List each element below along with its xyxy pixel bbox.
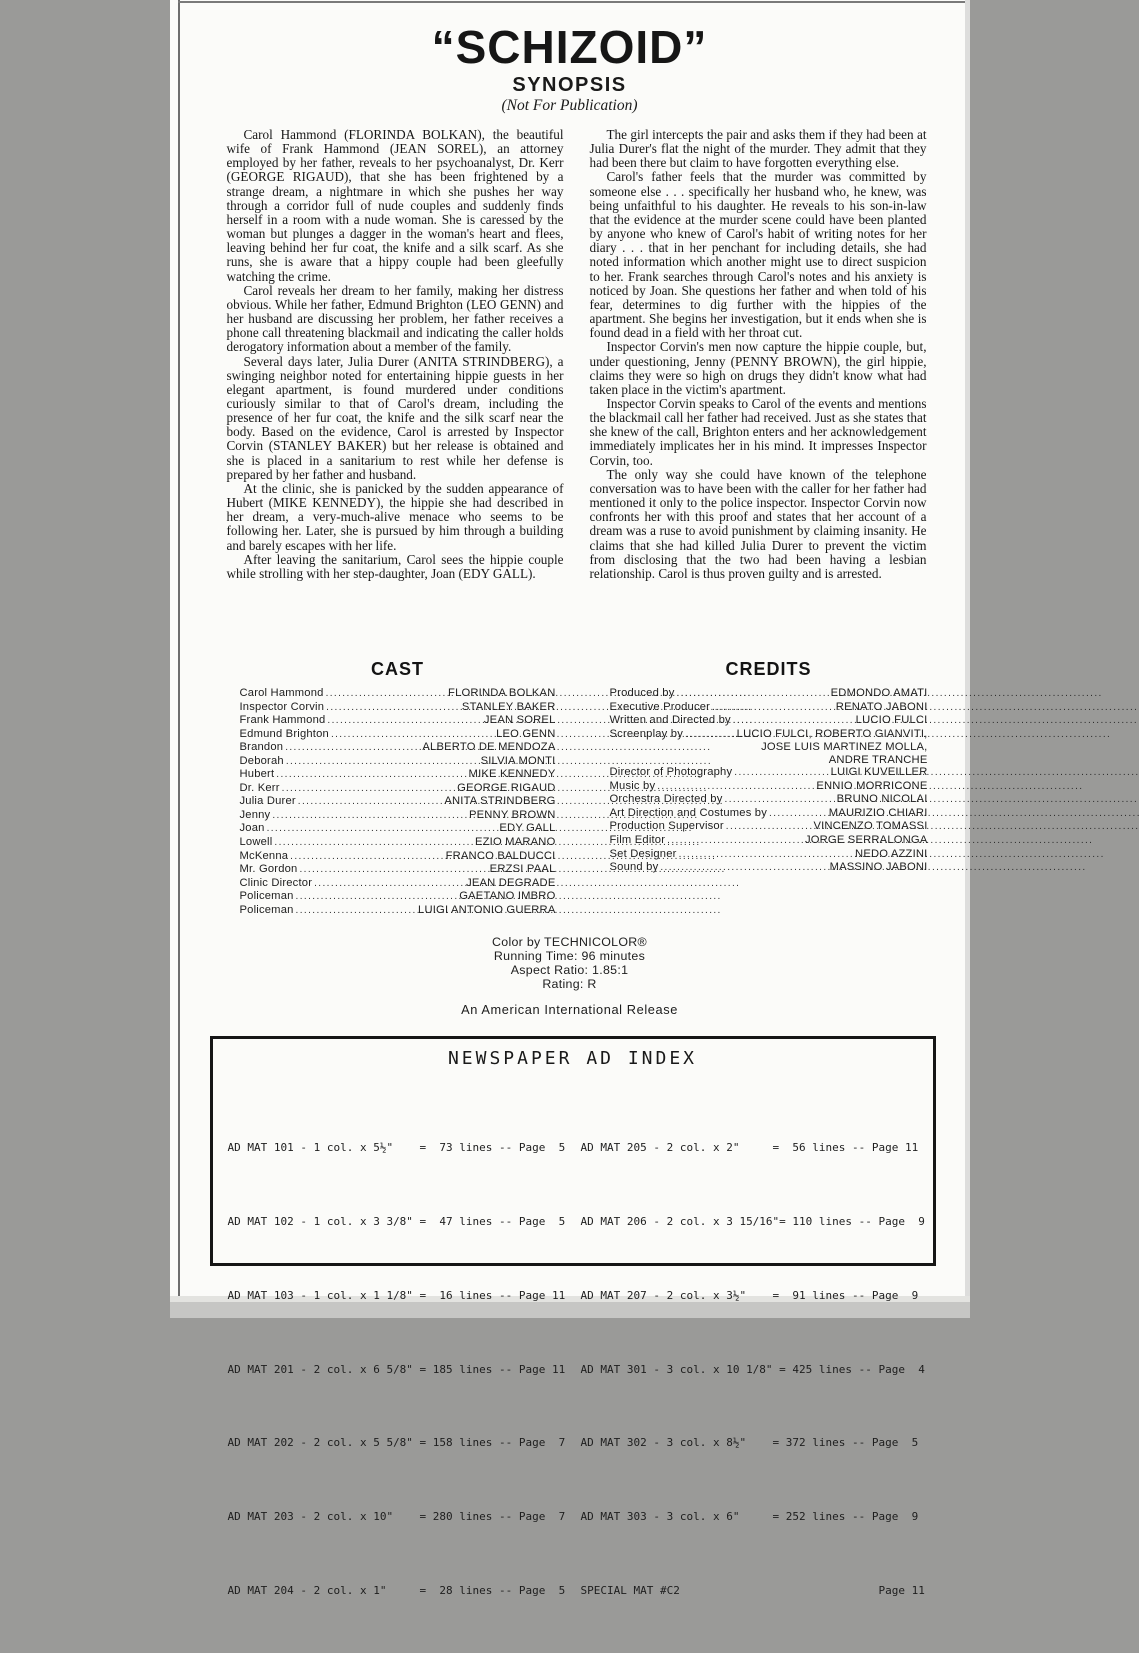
credit-label: Sound by <box>609 861 659 874</box>
cast-actor: LEO GENN <box>496 727 556 740</box>
leader-dots <box>285 741 420 755</box>
ad-index-row: AD MAT 204 - 2 col. x 1" = 28 lines -- Page 5 <box>227 1583 566 1597</box>
ad-index-row: AD MAT 101 - 1 col. x 5½" = 73 lines -- Page 5 <box>227 1141 566 1155</box>
cast-actor: EDY GALL <box>499 822 556 835</box>
leader-dots <box>712 701 834 715</box>
credit-label: Produced by <box>609 687 675 699</box>
leader-dots <box>657 780 814 794</box>
leader-dots <box>290 850 443 864</box>
cast-role: Joan <box>239 822 265 835</box>
cast-row <box>240 755 556 769</box>
cast-actor: ERZSI PAAL <box>489 863 556 876</box>
cast-row <box>240 782 556 796</box>
cast-role: Deborah <box>239 754 284 767</box>
credit-value: LUIGI KUVEILLER <box>830 766 928 779</box>
synopsis-label: SYNOPSIS <box>512 73 627 96</box>
credit-value: BRUNO NICOLAI <box>836 793 928 806</box>
cast-role: Hubert <box>239 768 275 781</box>
credit-label: Orchestra Directed by <box>609 793 723 806</box>
credits-row <box>610 807 928 821</box>
cast-role: Jenny <box>239 808 271 821</box>
cast-actor: ANITA STRINDBERG <box>444 795 556 808</box>
credit-value: VINCENZO TOMASSI <box>813 820 928 833</box>
leader-dots <box>326 687 446 701</box>
technical-info <box>170 936 970 992</box>
cast-actor: SILVIA MONTI <box>480 754 556 767</box>
cast-actor: JEAN DEGRADE <box>466 876 556 889</box>
synopsis-paragraph: Several days later, Julia Durer (ANITA STRINDBERG), a swinging neighbor noted for entertaining hippie guests in her elegant apartment, is found murdered under conditions curiously similar to that of Carol's dream, including the presence of her fur coat, the knife and the silk scarf near the body. Based on the evidence, Carol is arrested by Inspector Corvin (STANLEY BAKER) but her release is obtained and she is placed in a sanitarium to rest while her defense is prepared by her father and husband. <box>226 353 564 482</box>
credit-label: Set Designer <box>609 847 677 860</box>
credit-value: RENATO JABONI <box>835 700 928 713</box>
ad-index-left-column <box>228 1087 566 1653</box>
leader-dots <box>296 904 417 918</box>
cast-role: Policeman <box>239 903 294 916</box>
press-kit-page <box>170 0 970 1597</box>
ad-index-row: AD MAT 202 - 2 col. x 5 5/8" = 158 lines -- Page 7 <box>227 1436 566 1450</box>
cast-actor: PENNY BROWN <box>468 808 556 821</box>
synopsis-paragraph: Carol reveals her dream to her family, making her distress obvious. While her father, Edmund Brighton (LEO GENN) and her husband are discussing her problem, her father receives a phone call threatening blackmail and indicating the caller holds derogatory information about a member of the family. <box>226 282 564 355</box>
cast-actor: FLORINDA BOLKAN <box>448 687 556 699</box>
credit-label: Music by <box>609 779 656 792</box>
synopsis-column-left <box>227 128 564 581</box>
credit-label: Written and Directed by <box>609 714 731 727</box>
credit-label: Executive Producer <box>609 700 711 713</box>
cast-row <box>240 877 556 891</box>
ad-index-row: AD MAT 301 - 3 col. x 10 1/8" = 425 lines -- Page 4 <box>580 1362 925 1376</box>
cast-actor: LUIGI ANTONIO GUERRA <box>418 903 556 916</box>
credit-label: Director of Photography <box>609 766 733 779</box>
movie-title: “SCHIZOID” <box>431 21 708 73</box>
leader-dots <box>725 793 835 807</box>
cast-role: Dr. Kerr <box>239 781 280 794</box>
credits-row <box>610 848 928 862</box>
credit-label: Film Editor <box>609 834 666 847</box>
cast-row <box>240 904 556 918</box>
credit-value: JORGE SERRALONGA <box>804 834 928 847</box>
credits-heading: CREDITS <box>725 659 812 679</box>
ad-index-row: AD MAT 205 - 2 col. x 2" = 56 lines -- Page 11 <box>580 1141 919 1155</box>
cast-role: McKenna <box>239 849 289 862</box>
credit-value: MASSINO JABONI <box>829 861 928 874</box>
cast-role: Mr. Gordon <box>239 863 298 876</box>
cast-actor: ALBERTO DE MENDOZA <box>422 741 556 754</box>
cast-row <box>240 822 556 836</box>
cast-actor: GEORGE RIGAUD <box>457 781 556 794</box>
leader-dots <box>282 782 456 796</box>
credit-value: ENNIO MORRICONE <box>816 779 928 792</box>
leader-dots <box>298 795 443 809</box>
cast-role: Carol Hammond <box>239 687 324 699</box>
leader-dots <box>326 701 460 715</box>
cast-row <box>240 728 556 742</box>
credit-value: LUCIO FULCI, ROBERTO GIANVITI, <box>736 727 928 740</box>
ad-index-right-column <box>581 1087 925 1653</box>
leader-dots <box>769 807 827 821</box>
synopsis-paragraph: At the clinic, she is panicked by the sudden appearance of Hubert (MIKE KENNEDY), the hippie she had described in her dream, a very-much-alive menace who seems to be following her. Later, she is pursued by him through a building and barely escapes with her life. <box>226 480 564 553</box>
cast-role: Policeman <box>239 890 294 903</box>
ad-index-row: AD MAT 302 - 3 col. x 8½" = 372 lines -- Page 5 <box>580 1436 919 1450</box>
synopsis-paragraph: The girl intercepts the pair and asks them if they had been at Julia Durer's flat the night of the murder. They admit that they had been there but claim to have forgotten everything else. <box>589 127 927 171</box>
cast-role: Inspector Corvin <box>239 700 325 713</box>
cast-row <box>240 714 556 728</box>
leader-dots <box>276 768 466 782</box>
scan-edge-top <box>178 1 970 3</box>
cast-actor: EZIO MARANO <box>474 836 556 849</box>
leader-dots <box>667 834 803 848</box>
tech-aspect-line: Aspect Ratio: 1.85:1 <box>510 962 629 977</box>
cast-role: Edmund Brighton <box>239 727 329 740</box>
cast-row <box>240 741 556 755</box>
leader-dots <box>272 809 467 823</box>
leader-dots <box>331 728 494 742</box>
credits-row <box>610 834 928 848</box>
leader-dots <box>296 890 458 904</box>
leader-dots <box>685 728 735 742</box>
leader-dots <box>314 877 464 891</box>
cast-row <box>240 836 556 850</box>
cast-heading: CAST <box>371 659 424 679</box>
credit-value: LUCIO FULCI <box>855 714 928 727</box>
cast-row <box>240 890 556 904</box>
tech-runtime-line: Running Time: 96 minutes <box>493 948 646 963</box>
synopsis-paragraph: Inspector Corvin speaks to Carol of the events and mentions the blackmail call her father had received. Just as she states that she knew of the call, Brighton enters and her acknowledgement immediately implicates her in his mind. It impresses Inspector Corvin, too. <box>589 395 927 468</box>
synopsis-paragraph: The only way she could have known of the telephone conversation was to have been with the caller for her father had mentioned it only to the police inspector. Inspector Corvin now confronts her with this proof and states that her account of a dream was a ruse to avoid punishment by claiming insanity. He claims that she had killed Julia Durer to prevent the victim from disclosing that the two had been having a lesbian relationship. Carol is thus proven guilty and is arrested. <box>589 466 927 581</box>
credit-value: NEDO AZZINI <box>855 847 928 860</box>
credits-row <box>610 728 928 742</box>
publication-note: (Not For Publication) <box>501 96 638 114</box>
ad-index-title: NEWSPAPER AD INDEX <box>447 1048 698 1069</box>
leader-dots <box>733 714 854 728</box>
cast-actor: FRANCO BALDUCCI <box>445 849 556 862</box>
synopsis-column-right <box>590 128 927 581</box>
ad-index-row: SPECIAL MAT #C2 Page 11 <box>580 1583 925 1597</box>
release-line: An American International Release <box>461 1002 678 1017</box>
ad-index-row: AD MAT 201 - 2 col. x 6 5/8" = 185 lines -- Page 11 <box>227 1362 566 1376</box>
cast-row <box>240 701 556 715</box>
leader-dots <box>327 714 481 728</box>
cast-row <box>240 768 556 782</box>
credit-label: Screenplay by <box>609 727 683 740</box>
screenplay-extra-line: ANDRE TRANCHE <box>828 753 928 766</box>
ad-index-row: AD MAT 303 - 3 col. x 6" = 252 lines -- Page 9 <box>580 1510 919 1524</box>
scan-edge-right <box>965 0 970 1318</box>
synopsis-paragraph: Carol's father feels that the murder was committed by someone else . . . specifically her husband who, he knew, was being unfaithful to his daughter. He reveals to his son-in-law that the evidence at the murder scene could have been planted by anyone who knew of Carol's habit of writing notes for her diary . . . that in her penchant for including details, she had noted information which another might use to direct suspicion to her. Frank searches through Carol's notes and his anxiety is noticed by Joan. She questions her father and when told of his fear, determines to dig further with the hippies of the apartment. She begins her investigation, but it ends when she is found dead in a field with her throat cut. <box>589 169 927 341</box>
cast-row <box>240 850 556 864</box>
leader-dots <box>726 820 812 834</box>
credits-section <box>610 659 928 875</box>
leader-dots <box>734 766 828 780</box>
newspaper-ad-index-box <box>210 1036 936 1597</box>
ad-index-row: AD MAT 206 - 2 col. x 3 15/16"= 110 lines -- Page 9 <box>580 1214 925 1228</box>
ad-index-row: AD MAT 207 - 2 col. x 3½" = 91 lines -- Page 9 <box>580 1288 919 1302</box>
cast-actor: GAETANO IMBRO <box>459 890 556 903</box>
cast-role: Julia Durer <box>239 795 296 808</box>
ad-index-row: AD MAT 102 - 1 col. x 3 3/8" = 47 lines -- Page 5 <box>227 1214 566 1228</box>
credit-label: Production Supervisor <box>609 820 724 833</box>
cast-row <box>240 687 556 701</box>
cast-role: Clinic Director <box>239 876 313 889</box>
credits-row <box>610 780 928 794</box>
cast-row <box>240 809 556 823</box>
leader-dots <box>660 861 827 875</box>
synopsis-paragraph: After leaving the sanitarium, Carol sees the hippie couple while strolling with her step-daughter, Joan (EDY GALL). <box>226 551 564 581</box>
credit-label: Art Direction and Costumes by <box>609 806 768 819</box>
leader-dots <box>274 836 473 850</box>
cast-actor: JEAN SOREL <box>483 714 556 727</box>
tech-color-line: Color by TECHNICOLOR® <box>492 935 647 949</box>
screenplay-extra-line: JOSE LUIS MARTINEZ MOLLA, <box>761 741 928 754</box>
leader-dots <box>267 822 498 836</box>
cast-actor: MIKE KENNEDY <box>468 768 556 781</box>
cast-row <box>240 795 556 809</box>
leader-dots <box>299 863 487 877</box>
cast-row <box>240 863 556 877</box>
scan-edge-left <box>178 0 180 1318</box>
leader-dots <box>679 848 853 862</box>
credits-row <box>610 687 928 701</box>
credit-value: MAURIZIO CHIARI <box>828 806 928 819</box>
synopsis-paragraph: Inspector Corvin's men now capture the hippie couple, but, under questioning, Jenny (PENNY BROWN), the girl hippie, claims they were so high on drugs they didn't know what had taken place in the victim's apartment. <box>589 339 927 397</box>
credits-row <box>610 861 928 875</box>
cast-role: Brandon <box>239 741 284 754</box>
cast-section <box>240 659 556 917</box>
credits-row <box>610 766 928 780</box>
credits-row <box>610 820 928 834</box>
leader-dots <box>677 687 829 701</box>
page-header <box>170 21 970 115</box>
cast-role: Frank Hammond <box>239 714 326 727</box>
tech-rating-line: Rating: R <box>542 976 597 991</box>
ad-index-row: AD MAT 103 - 1 col. x 1 1/8" = 16 lines -- Page 11 <box>227 1288 566 1302</box>
cast-actor: STANLEY BAKER <box>461 700 556 713</box>
credits-row <box>610 701 928 715</box>
ad-index-row: AD MAT 203 - 2 col. x 10" = 280 lines -- Page 7 <box>227 1510 566 1524</box>
cast-role: Lowell <box>239 836 273 849</box>
leader-dots <box>286 755 479 769</box>
synopsis-paragraph: Carol Hammond (FLORINDA BOLKAN), the beautiful wife of Frank Hammond (JEAN SOREL), an attorney employed by her father, reveals to her psychoanalyst, Dr. Kerr (GEORGE RIGAUD), that she has been frightened by a strange dream, a nightmare in which she pushes her way through a corridor full of nude couples and suddenly finds herself in a room with a nude woman. She is caressed by the woman but plunges a dagger in the woman's heart and flees, leaving behind her fur coat, the knife and a silk scarf. As she runs, she is aware that a hippy couple had been gleefully watching the crime. <box>226 127 564 284</box>
credits-row <box>610 793 928 807</box>
credit-value: EDMONDO AMATI <box>830 687 928 699</box>
credits-row <box>610 714 928 728</box>
